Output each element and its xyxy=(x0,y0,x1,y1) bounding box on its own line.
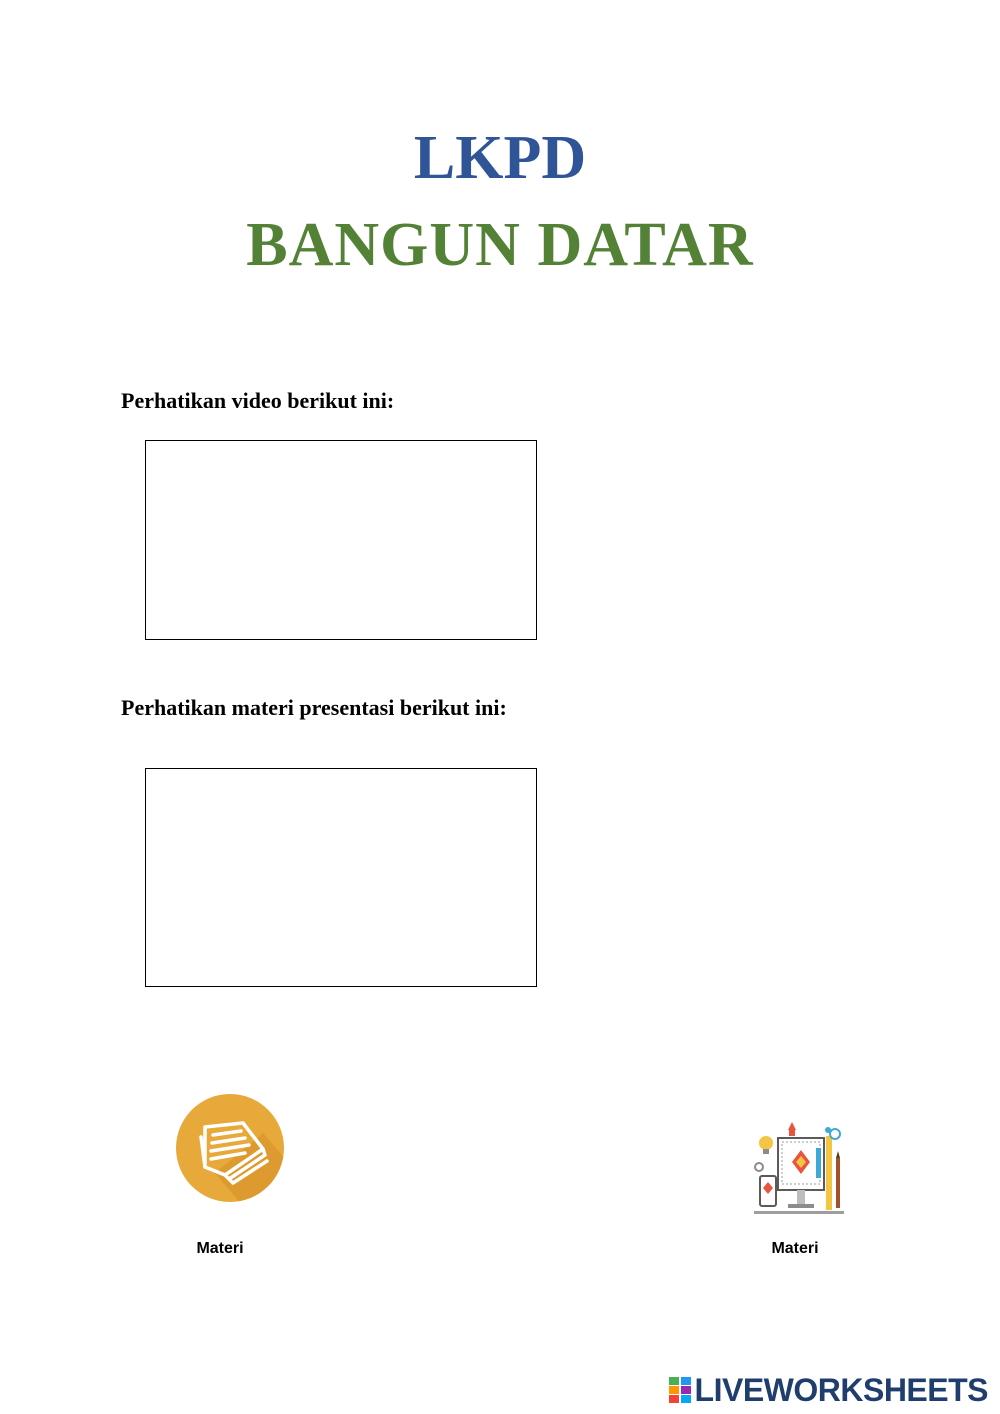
materi-link-right[interactable] xyxy=(750,1118,846,1218)
presentation-embed-frame[interactable] xyxy=(145,768,537,987)
design-tools-icon xyxy=(750,1118,846,1218)
materi-caption-left[interactable]: Materi xyxy=(196,1240,244,1257)
materi-link-left[interactable] xyxy=(175,1093,285,1203)
presentation-instruction: Perhatikan materi presentasi berikut ini: xyxy=(121,695,507,720)
video-embed-frame[interactable] xyxy=(145,440,537,640)
page-title: LKPD xyxy=(413,124,587,192)
materi-caption-right[interactable]: Materi xyxy=(771,1240,819,1257)
brand-text: LIVEWORKSHEETS xyxy=(694,1372,988,1408)
document-stack-icon xyxy=(175,1093,285,1203)
video-instruction: Perhatikan video berikut ini: xyxy=(121,388,395,413)
page-subtitle: BANGUN DATAR xyxy=(246,211,754,279)
liveworksheets-brand[interactable] xyxy=(668,1372,988,1408)
liveworksheets-logo-icon xyxy=(668,1376,692,1404)
